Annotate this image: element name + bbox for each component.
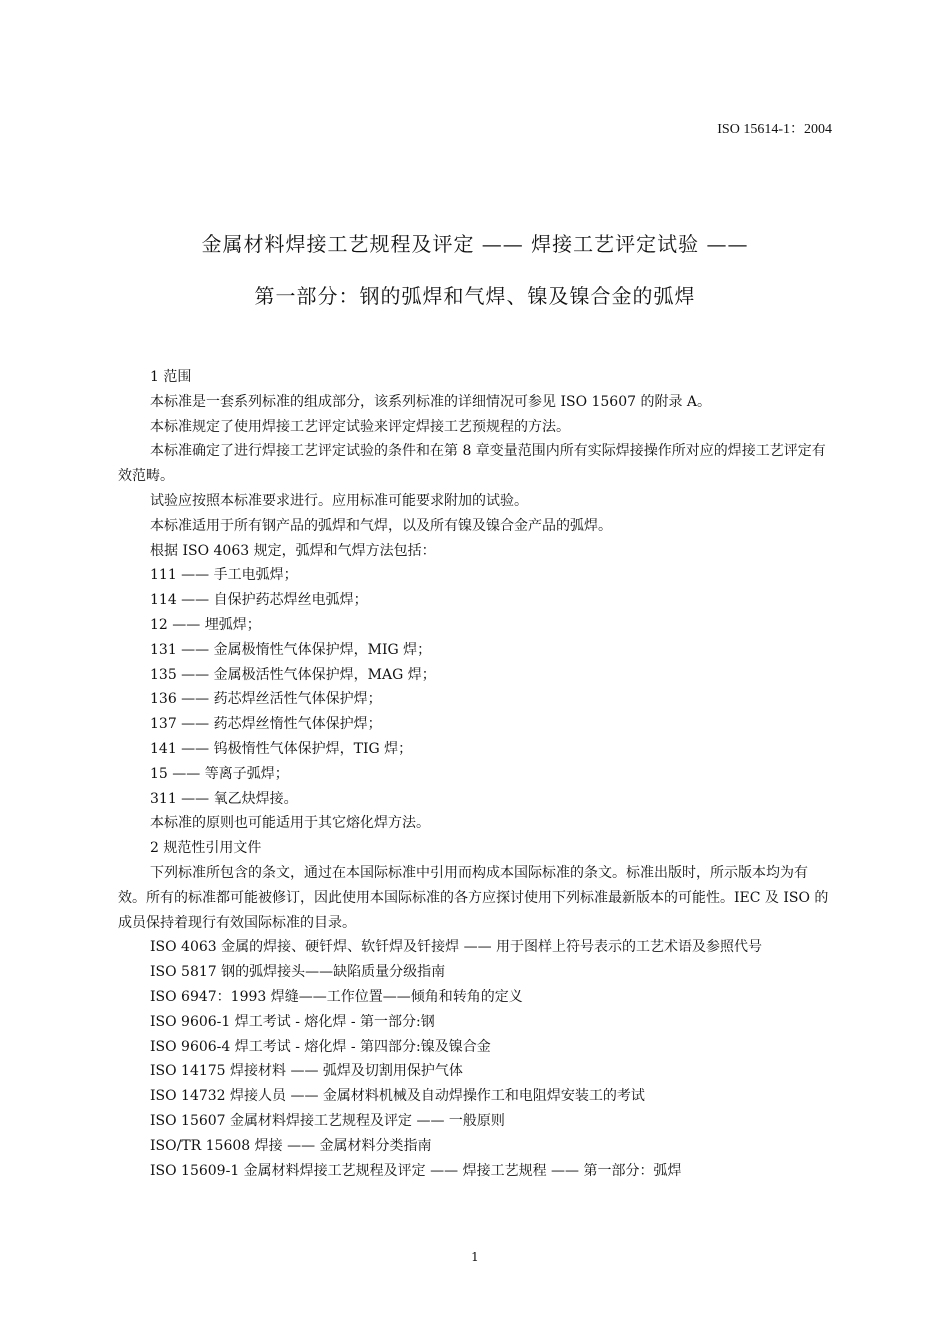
process-item: 111 —— 手工电弧焊； bbox=[150, 567, 298, 584]
section-1-paragraph: 本标准适用于所有钢产品的弧焊和气焊，以及所有镍及镍合金产品的弧焊。 bbox=[150, 517, 612, 534]
process-item: 311 —— 氧乙炔焊接。 bbox=[150, 790, 298, 807]
process-item: 12 —— 埋弧焊； bbox=[150, 616, 261, 633]
section-1-paragraph: 本标准是一套系列标准的组成部分，该系列标准的详细情况可参见 ISO 15607 的附录 A。 bbox=[150, 393, 712, 410]
section-1-paragraph: 试验应按照本标准要求进行。应用标准可能要求附加的试验。 bbox=[150, 492, 528, 509]
process-item: 136 —— 药芯焊丝活性气体保护焊； bbox=[150, 691, 382, 708]
reference-item: ISO 14732 焊接人员 —— 金属材料机械及自动焊操作工和电阻焊安装工的考试 bbox=[150, 1088, 645, 1105]
process-item: 135 —— 金属极活性气体保护焊，MAG 焊； bbox=[150, 666, 436, 683]
title-line-2: 第一部分：钢的弧焊和气焊、镍及镍合金的弧焊 bbox=[254, 284, 696, 308]
section-2-heading: 2 规范性引用文件 bbox=[150, 840, 262, 857]
reference-item: ISO 14175 焊接材料 —— 弧焊及切割用保护气体 bbox=[150, 1063, 463, 1080]
document-body bbox=[118, 365, 832, 1183]
reference-item: ISO 6947：1993 焊缝——工作位置——倾角和转角的定义 bbox=[150, 988, 523, 1005]
reference-item: ISO 9606-4 焊工考试 - 熔化焊 - 第四部分:镍及镍合金 bbox=[150, 1038, 491, 1055]
standard-code: ISO 15614-1：2004 bbox=[717, 122, 832, 137]
page-number: 1 bbox=[471, 1250, 479, 1264]
reference-item: ISO 9606-1 焊工考试 - 熔化焊 - 第一部分:钢 bbox=[150, 1013, 435, 1030]
reference-item: ISO 4063 金属的焊接、硬钎焊、软钎焊及钎接焊 —— 用于图样上符号表示的工艺术语及参照代号 bbox=[150, 939, 763, 956]
reference-item: ISO/TR 15608 焊接 —— 金属材料分类指南 bbox=[150, 1137, 432, 1154]
section-1-paragraph: 本标准规定了使用焊接工艺评定试验来评定焊接工艺预规程的方法。 bbox=[150, 418, 570, 435]
reference-item: ISO 15607 金属材料焊接工艺规程及评定 —— 一般原则 bbox=[150, 1112, 505, 1129]
process-item: 114 —— 自保护药芯焊丝电弧焊； bbox=[150, 592, 368, 609]
section-1-paragraph: 根据 ISO 4063 规定，弧焊和气焊方法包括： bbox=[150, 542, 436, 559]
title-line-1: 金属材料焊接工艺规程及评定 —— 焊接工艺评定试验 —— bbox=[201, 232, 749, 256]
reference-item: ISO 15609-1 金属材料焊接工艺规程及评定 —— 焊接工艺规程 —— 第一部分：弧焊 bbox=[150, 1162, 682, 1179]
process-item: 141 —— 钨极惰性气体保护焊，TIG 焊； bbox=[150, 740, 413, 757]
process-item: 131 —— 金属极惰性气体保护焊，MIG 焊； bbox=[150, 641, 432, 658]
section-1-paragraph: 本标准的原则也可能适用于其它熔化焊方法。 bbox=[150, 815, 430, 832]
section-2-intro: 下列标准所包含的条文，通过在本国际标准中引用而构成本国际标准的条文。标准出版时，所示版本均为有效。所有的标准都可能被修订，因此使用本国际标准的各方应探讨使用下列标准最新版本的可能性。IEC 及 ISO 的成员保持着现行有效国际标准的目录。 bbox=[118, 864, 829, 931]
process-item: 137 —— 药芯焊丝惰性气体保护焊； bbox=[150, 716, 382, 733]
reference-item: ISO 5817 钢的弧焊接头——缺陷质量分级指南 bbox=[150, 964, 446, 981]
process-item: 15 —— 等离子弧焊； bbox=[150, 765, 289, 782]
section-1-paragraph: 本标准确定了进行焊接工艺评定试验的条件和在第 8 章变量范围内所有实际焊接操作所对应的焊接工艺评定有效范畴。 bbox=[118, 443, 826, 485]
section-1-heading: 1 范围 bbox=[150, 369, 192, 385]
